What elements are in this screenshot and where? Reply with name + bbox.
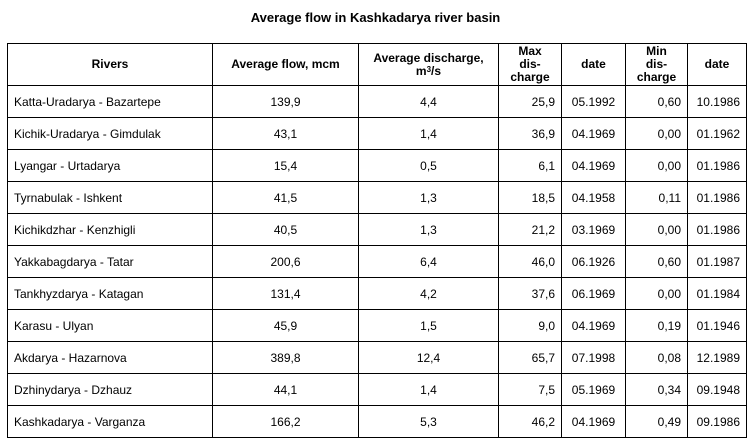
cell-min-date: 01.1962	[688, 118, 747, 150]
table-row	[8, 374, 747, 406]
cell-max-discharge: 21,2	[499, 214, 562, 246]
cell-min-date: 01.1986	[688, 150, 747, 182]
cell-average-discharge: 1,4	[359, 374, 499, 406]
cell-max-date: 06.1969	[562, 278, 626, 310]
cell-average-flow: 131,4	[213, 278, 359, 310]
cell-min-discharge: 0,60	[626, 86, 688, 118]
cell-max-date: 03.1969	[562, 214, 626, 246]
cell-min-date: 10.1986	[688, 86, 747, 118]
header-max-line3: charge	[510, 70, 550, 84]
cell-river: Kichik-Uradarya - Gimdulak	[8, 118, 213, 150]
header-max-date: date	[562, 44, 626, 86]
header-min-discharge	[626, 44, 688, 86]
cell-min-discharge: 0,08	[626, 342, 688, 374]
cell-average-discharge: 5,3	[359, 406, 499, 438]
table-row	[8, 246, 747, 278]
cell-min-date: 09.1986	[688, 406, 747, 438]
cell-max-discharge: 46,2	[499, 406, 562, 438]
cell-min-date: 01.1986	[688, 182, 747, 214]
cell-max-discharge: 36,9	[499, 118, 562, 150]
header-min-date: date	[688, 44, 747, 86]
cell-max-date: 04.1969	[562, 406, 626, 438]
header-average-discharge-sup: 3	[426, 64, 432, 74]
header-average-discharge-unit: m	[415, 63, 427, 78]
header-min-line2: dis-	[645, 57, 668, 71]
cell-river: Yakkabagdarya - Tatar	[8, 246, 213, 278]
table-row	[8, 150, 747, 182]
cell-average-flow: 43,1	[213, 118, 359, 150]
header-min-line1: Min	[646, 44, 667, 58]
header-average-discharge-label: Average discharge,	[373, 50, 484, 65]
cell-min-date: 12.1989	[688, 342, 747, 374]
cell-river: Katta-Uradarya - Bazartepe	[8, 86, 213, 118]
header-min-line3: charge	[636, 70, 677, 84]
cell-river: Dzhinydarya - Dzhauz	[8, 374, 213, 406]
table-row	[8, 182, 747, 214]
table-row	[8, 342, 747, 374]
cell-average-flow: 166,2	[213, 406, 359, 438]
header-average-discharge-unit-tail: /s	[431, 63, 442, 78]
cell-max-date: 06.1926	[562, 246, 626, 278]
cell-max-discharge: 9,0	[499, 310, 562, 342]
table-row	[8, 118, 747, 150]
cell-river: Tankhyzdarya - Katagan	[8, 278, 213, 310]
table-title: Average flow in Kashkadarya river basin	[250, 10, 501, 25]
cell-average-discharge: 12,4	[359, 342, 499, 374]
cell-max-date: 05.1992	[562, 86, 626, 118]
cell-average-discharge: 6,4	[359, 246, 499, 278]
cell-average-flow: 200,6	[213, 246, 359, 278]
cell-average-discharge: 1,3	[359, 182, 499, 214]
cell-min-date: 01.1946	[688, 310, 747, 342]
cell-average-flow: 41,5	[213, 182, 359, 214]
cell-average-discharge: 1,5	[359, 310, 499, 342]
table-row	[8, 86, 747, 118]
table-row	[8, 214, 747, 246]
cell-average-flow: 389,8	[213, 342, 359, 374]
header-average-discharge	[359, 44, 499, 86]
cell-max-discharge: 6,1	[499, 150, 562, 182]
cell-average-discharge: 4,4	[359, 86, 499, 118]
cell-average-flow: 40,5	[213, 214, 359, 246]
cell-min-discharge: 0,60	[626, 246, 688, 278]
cell-river: Kichikdzhar - Kenzhigli	[8, 214, 213, 246]
cell-min-date: 01.1987	[688, 246, 747, 278]
cell-min-discharge: 0,11	[626, 182, 688, 214]
cell-river: Karasu - Ulyan	[8, 310, 213, 342]
header-max-line1: Max	[518, 44, 542, 58]
cell-average-flow: 45,9	[213, 310, 359, 342]
table-body	[8, 86, 747, 438]
cell-max-date: 04.1969	[562, 150, 626, 182]
cell-min-discharge: 0,34	[626, 374, 688, 406]
cell-max-date: 04.1958	[562, 182, 626, 214]
cell-max-date: 07.1998	[562, 342, 626, 374]
header-row	[8, 44, 747, 86]
cell-river: Kashkadarya - Varganza	[8, 406, 213, 438]
table-row	[8, 278, 747, 310]
cell-max-date: 04.1969	[562, 118, 626, 150]
cell-max-date: 04.1969	[562, 310, 626, 342]
cell-max-date: 05.1969	[562, 374, 626, 406]
cell-min-date: 01.1984	[688, 278, 747, 310]
cell-min-discharge: 0,00	[626, 150, 688, 182]
header-max-discharge	[499, 44, 562, 86]
cell-min-discharge: 0,00	[626, 118, 688, 150]
header-average-flow: Average flow, mcm	[213, 44, 359, 86]
cell-min-discharge: 0,19	[626, 310, 688, 342]
cell-river: Akdarya - Hazarnova	[8, 342, 213, 374]
cell-average-discharge: 0,5	[359, 150, 499, 182]
river-flow-table	[7, 43, 747, 438]
header-max-line2: dis-	[519, 57, 541, 71]
table-row	[8, 310, 747, 342]
table-row	[8, 406, 747, 438]
cell-max-discharge: 65,7	[499, 342, 562, 374]
cell-min-discharge: 0,00	[626, 214, 688, 246]
cell-max-discharge: 46,0	[499, 246, 562, 278]
cell-river: Tyrnabulak - Ishkent	[8, 182, 213, 214]
cell-max-discharge: 18,5	[499, 182, 562, 214]
cell-min-date: 01.1986	[688, 214, 747, 246]
cell-min-discharge: 0,49	[626, 406, 688, 438]
cell-average-discharge: 1,3	[359, 214, 499, 246]
cell-max-discharge: 37,6	[499, 278, 562, 310]
cell-min-date: 09.1948	[688, 374, 747, 406]
cell-river: Lyangar - Urtadarya	[8, 150, 213, 182]
cell-max-discharge: 7,5	[499, 374, 562, 406]
cell-average-discharge: 1,4	[359, 118, 499, 150]
cell-average-flow: 44,1	[213, 374, 359, 406]
header-rivers: Rivers	[8, 44, 213, 86]
cell-max-discharge: 25,9	[499, 86, 562, 118]
cell-average-discharge: 4,2	[359, 278, 499, 310]
cell-min-discharge: 0,00	[626, 278, 688, 310]
cell-average-flow: 15,4	[213, 150, 359, 182]
cell-average-flow: 139,9	[213, 86, 359, 118]
